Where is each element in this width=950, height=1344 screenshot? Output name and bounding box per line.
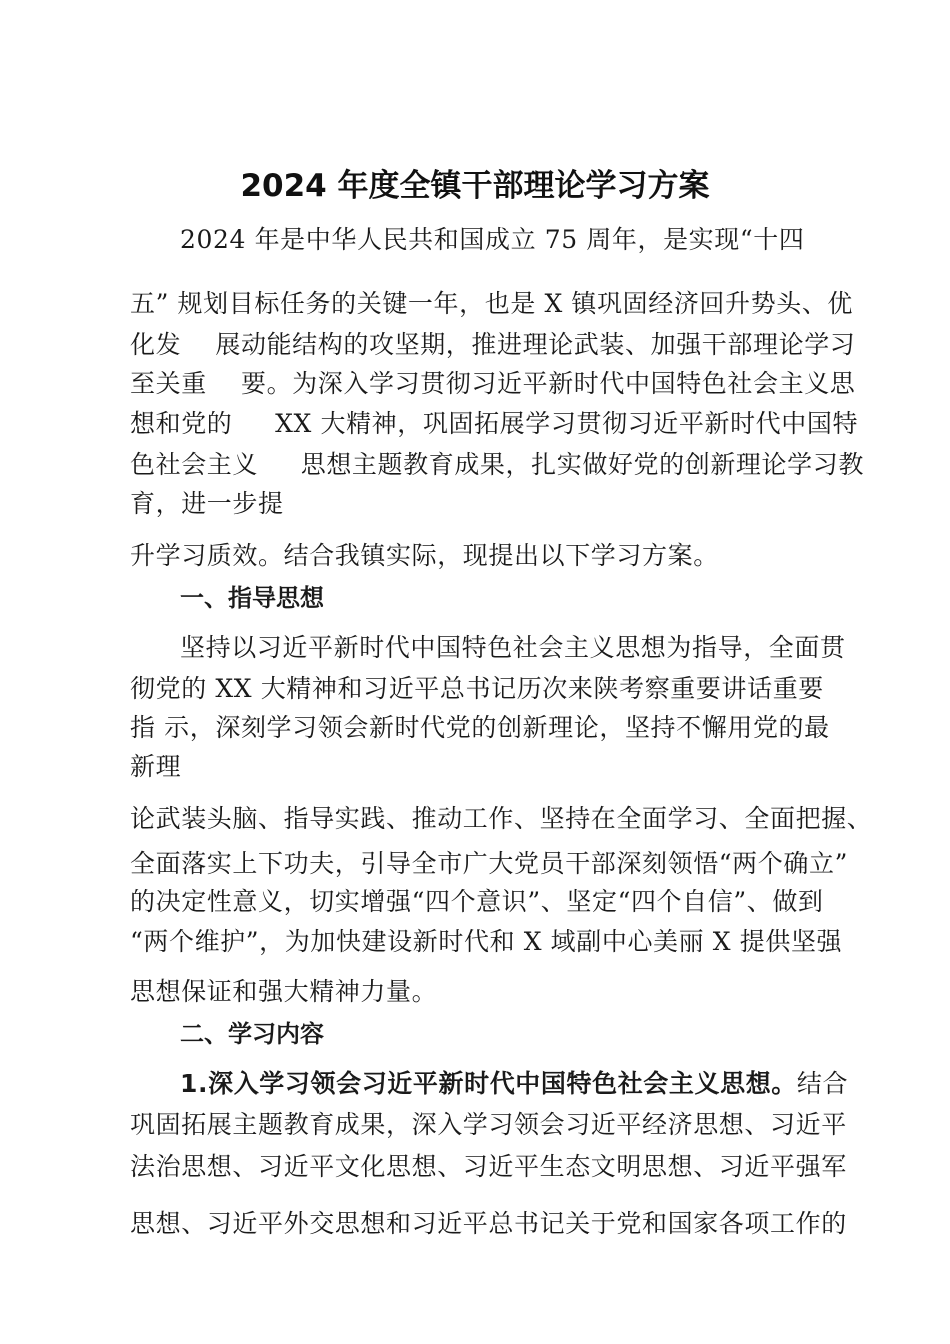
paragraph-line: “两个维护”，为加快建设新时代和 X 域副中心美丽 X 提供坚强 (130, 927, 843, 956)
paragraph-line: 全面落实上下功夫，引导全市广大党员干部深刻领悟“两个确立” (130, 849, 848, 878)
paragraph-line: 2024 年是中华人民共和国成立 75 周年，是实现“十四 (180, 225, 805, 254)
paragraph-line: 彻党的 XX 大精神和习近平总书记历次来陕考察重要讲话重要 (130, 674, 824, 703)
paragraph-line (180, 1068, 848, 1100)
paragraph-line: 色社会主义 思想主题教育成果，扎实做好党的创新理论学习教 (130, 450, 864, 479)
paragraph-line: 的决定性意义，切实增强“四个意识”、坚定“四个自信”、做到 (130, 887, 824, 916)
paragraph-line: 育，进一步提 (130, 489, 284, 518)
paragraph-line: 化发 展动能结构的攻坚期，推进理论武装、加强干部理论学习 (130, 330, 856, 359)
paragraph-line: 思想保证和强大精神力量。 (130, 977, 438, 1006)
section-heading: 一、指导思想 (180, 584, 324, 612)
section-heading: 二、学习内容 (180, 1020, 324, 1048)
paragraph-line: 巩固拓展主题教育成果，深入学习领会习近平经济思想、习近平 (130, 1110, 847, 1139)
paragraph-line: 坚持以习近平新时代中国特色社会主义思想为指导，全面贯 (180, 633, 846, 662)
paragraph-line: 想和党的 XX 大精神，巩固拓展学习贯彻习近平新时代中国特 (130, 409, 859, 438)
paragraph-line: 论武装头脑、指导实践、推动工作、坚持在全面学习、全面把握、 (130, 804, 873, 833)
item-text: 结合 (796, 1069, 849, 1098)
paragraph-line: 升学习质效。结合我镇实际，现提出以下学习方案。 (130, 541, 719, 570)
item-lead: 1.深入学习领会习近平新时代中国特色社会主义思想。 (180, 1069, 797, 1098)
paragraph-line: 新理 (130, 752, 182, 781)
document-title: 2024 年度全镇干部理论学习方案 (240, 168, 710, 204)
paragraph-line: 五” 规划目标任务的关键一年，也是 X 镇巩固经济回升势头、优 (130, 289, 854, 318)
paragraph-line: 法治思想、习近平文化思想、习近平生态文明思想、习近平强军 (130, 1152, 847, 1181)
paragraph-line: 至关重 要。为深入学习贯彻习近平新时代中国特色社会主义思 (130, 369, 856, 398)
paragraph-line: 指 示，深刻学习领会新时代党的创新理论，坚持不懈用党的最 (130, 713, 830, 742)
paragraph-line: 思想、习近平外交思想和习近平总书记关于党和国家各项工作的 (130, 1209, 847, 1238)
